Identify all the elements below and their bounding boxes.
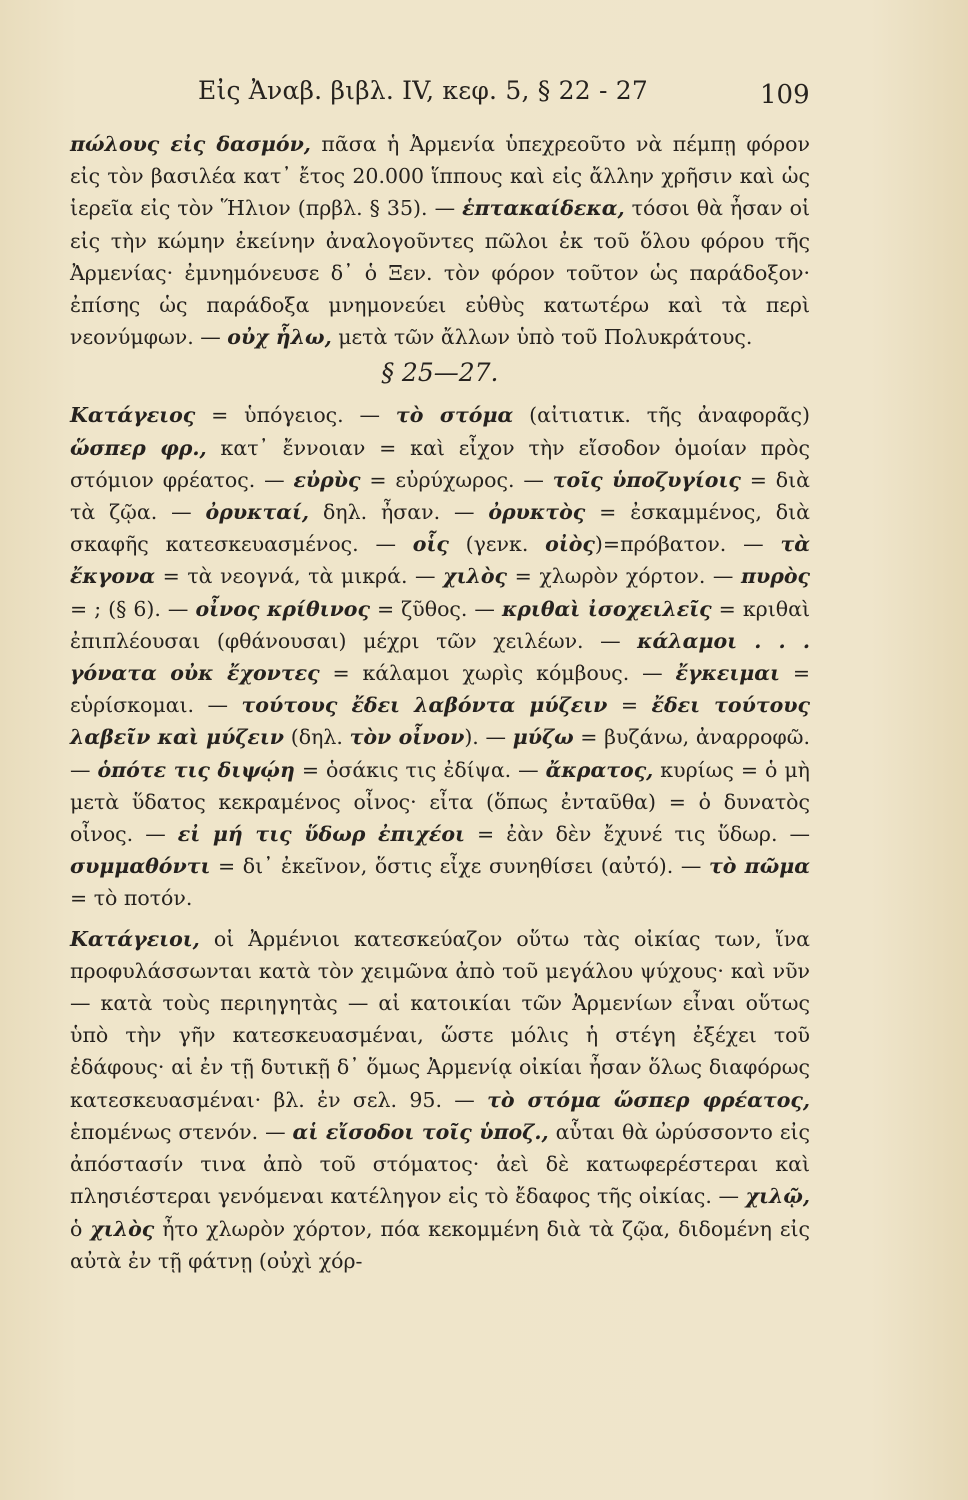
text-run: = τὸ ποτόν. [70, 886, 193, 911]
keyword-term: Κατάγειος [70, 403, 196, 428]
keyword-term: ὀρυκταί, [205, 500, 310, 525]
text-run: = ἐσκαμμένος, διὰ σκαφῆς κατεσκευασμένος. — [70, 500, 811, 557]
keyword-term: τὸν οἶνον [349, 725, 465, 750]
text-run: = δι᾽ ἐκεῖνον, ὅστις εἶχε συνηθίσει (αὐτό). — [210, 854, 709, 879]
text-run: = [607, 693, 652, 718]
text-run: = βυζάνω, ἀναρροφῶ. — [70, 725, 811, 782]
text-run: = διὰ τὰ ζῷα. — [70, 467, 810, 525]
text-run: (γενκ. [448, 532, 546, 557]
keyword-term: χιλὸς [443, 564, 508, 589]
text-run: αὗται θὰ ὠρύσσοντο εἰς ἀπόστασίν τινα ἀπὸ τοῦ στόματος· ἀεὶ δὲ κατωφερέστεραι καὶ πλησιέστεραι γενόμεναι κατέληγον εἰς τὸ ἔδαφος τῆς οἰκίας. — [70, 1119, 811, 1209]
text-run: ὁ [70, 1216, 91, 1241]
text-run: = ὁσάκις τις ἐδίψα. — [294, 757, 546, 782]
text-run: κατ᾽ ἔννοιαν = καὶ εἶχον τὴν εἴσοδον ὁμοίαν πρὸς στόμιον φρέατος. — [70, 435, 811, 492]
keyword-term: χιλῷ, [745, 1184, 810, 1209]
text-run: κυρίως = ὁ μὴ μετὰ ὕδατος κεκραμένος οἶνος· εἶτα (ὅπως ἐνταῦθα) = ὁ δυνατὸς οἶνος. — [70, 757, 810, 847]
keyword-term: πώλους εἰς δασμόν, [70, 132, 311, 156]
keyword-term: οὐχ ἧλω, [227, 325, 332, 350]
page-number: 109 [760, 80, 810, 110]
text-run: = κάλαμοι χωρὶς κόμβους. — [319, 661, 676, 686]
keyword-term: εἰ μή τις ὕδωρ ἐπιχέοι [177, 822, 465, 847]
paragraph-glossary-25-27 [70, 399, 810, 914]
keyword-term: πυρὸς [740, 564, 810, 589]
text-run: πᾶσα ἡ Ἀρμενία ὑπεχρεοῦτο νὰ πέμπῃ φόρον εἰς τὸν βασιλέα κατ᾽ ἔτος 20.000 ἵππους καὶ εἰς ἄλλην χρῆσιν καὶ ὡς ἱερεῖα εἰς τὸν Ἥλιον (πρβλ. § 35). — [70, 132, 810, 221]
keyword-term: χιλὸς [90, 1216, 155, 1241]
text-run: = τὰ νεογνά, τὰ μικρά. — [155, 564, 444, 589]
text-run: (αἰτιατικ. τῆς ἀναφορᾶς) [513, 403, 810, 428]
keyword-term: ὥσπερ φρ., [70, 435, 207, 460]
keyword-term: τὸ στόμα [395, 403, 514, 428]
keyword-term: οἷς [412, 532, 449, 557]
keyword-term: ἑπτακαίδεκα, [462, 196, 625, 221]
keyword-term: ὀρυκτὸς [488, 500, 586, 525]
keyword-term: αἱ εἴσοδοι τοῖς ὑποζ., [292, 1119, 549, 1144]
keyword-term: τὰ ἔκγονα [70, 532, 811, 589]
keyword-term: κριθαὶ ἰσοχειλεῖς [501, 596, 712, 621]
paragraph-commentary-22-24 [70, 128, 810, 353]
text-run: ἦτο χλωρὸν χόρτον, πόα κεκομμένη διὰ τὰ ζῷα, διδομένη εἰς αὐτὰ ἐν τῇ φάτνῃ (οὐχὶ χόρ- [70, 1216, 811, 1273]
keyword-term: κάλαμοι . . . γόνατα οὐκ ἔχοντες [70, 628, 810, 686]
keyword-term: μύζω [512, 725, 574, 750]
text-run: = ζῦθος. — [369, 596, 502, 621]
text-run: ). — [464, 725, 513, 750]
keyword-term: οἶνος κρίθινος [195, 596, 370, 621]
keyword-term: Κατάγειοι, [70, 926, 200, 951]
text-run: )=πρόβατον. — [594, 532, 781, 557]
keyword-term: τούτους ἔδει λαβόντα μύζειν [241, 693, 608, 718]
text-run: (δηλ. [284, 725, 350, 750]
main-text [70, 128, 810, 1277]
text-run: = χλωρὸν χόρτον. — [507, 564, 741, 589]
text-run: = κριθαὶ ἐπιπλέουσαι (φθάνουσαι) μέχρι τῶν χειλέων. — [70, 596, 810, 653]
paragraph-notes-katageioi [70, 923, 810, 1277]
text-run: οἱ Ἀρμένιοι κατεσκεύαζον οὕτω τὰς οἰκίας των, ἵνα προφυλάσσωνται κατὰ τὸν χειμῶνα ἀπὸ τοῦ μεγάλου ψύχους· καὶ νῦν — κατὰ τοὺς περιηγητὰς — αἱ κατοικίαι τῶν Ἀρμενίων εἶναι οὕτως ὑπὸ τὴν γῆν κατεσκευασμέναι, ὥστε μόλις ἡ στέγη ἐξέχει τοῦ ἐδάφους· αἱ ἐν τῇ δυτικῇ δ᾽ ὅμως Ἀρμενίᾳ οἰκίαι ἦσαν ὅλως διαφόρως κατεσκευασμέναι· βλ. ἐν σελ. 95. — [70, 926, 810, 1112]
text-run: τόσοι θὰ ἦσαν οἱ εἰς τὴν κώμην ἐκείνην ἀναλογοῦντες πῶλοι ἐκ τοῦ ὅλου φόρου τῆς Ἀρμενίας· ἐμνημόνευσε δ᾽ ὁ Ξεν. τὸν φόρον τοῦτον ὡς παράδοξον· ἐπίσης ὡς παράδοξα μνημονεύει εὐθὺς κατωτέρω καὶ τὰ περὶ νεονύμφων. — [70, 196, 810, 350]
keyword-term: τὸ πῶμα [709, 854, 810, 879]
keyword-term: ἄκρατος, [545, 757, 654, 782]
keyword-term: ἔδει τούτους λαβεῖν καὶ μύζειν [70, 693, 810, 750]
keyword-term: τοῖς ὑποζυγίοις [552, 467, 741, 492]
text-run: δηλ. ἦσαν. — [309, 500, 489, 525]
running-head: Εἰς Ἀναβ. βιβλ. IV, κεφ. 5, § 22 - 27 [198, 76, 648, 105]
keyword-term: συμμαθόντι [70, 854, 211, 879]
text-run: = εὑρίσκομαι. — [70, 661, 810, 718]
text-run: = ὑπόγειος. — [195, 403, 396, 428]
page-header [0, 72, 968, 116]
keyword-term: ἔγκειμαι [675, 661, 780, 686]
text-run: μετὰ τῶν ἄλλων ὑπὸ τοῦ Πολυκράτους. [331, 325, 753, 350]
keyword-term: οἰὸς [545, 532, 595, 557]
keyword-term: τὸ στόμα ὥσπερ φρέατος, [487, 1087, 810, 1112]
section-heading: § 25—27. [381, 358, 499, 388]
text-run: = ; (§ 6). — [70, 596, 196, 621]
text-run: = ἐὰν δὲν ἔχυνέ τις ὕδωρ. — [464, 822, 811, 847]
keyword-term: εὐρὺς [293, 467, 361, 492]
keyword-term: ὁπότε τις διψῴη [97, 757, 295, 782]
text-run: ἑπομένως στενόν. — [70, 1119, 293, 1144]
text-run: = εὐρύχωρος. — [360, 467, 553, 492]
